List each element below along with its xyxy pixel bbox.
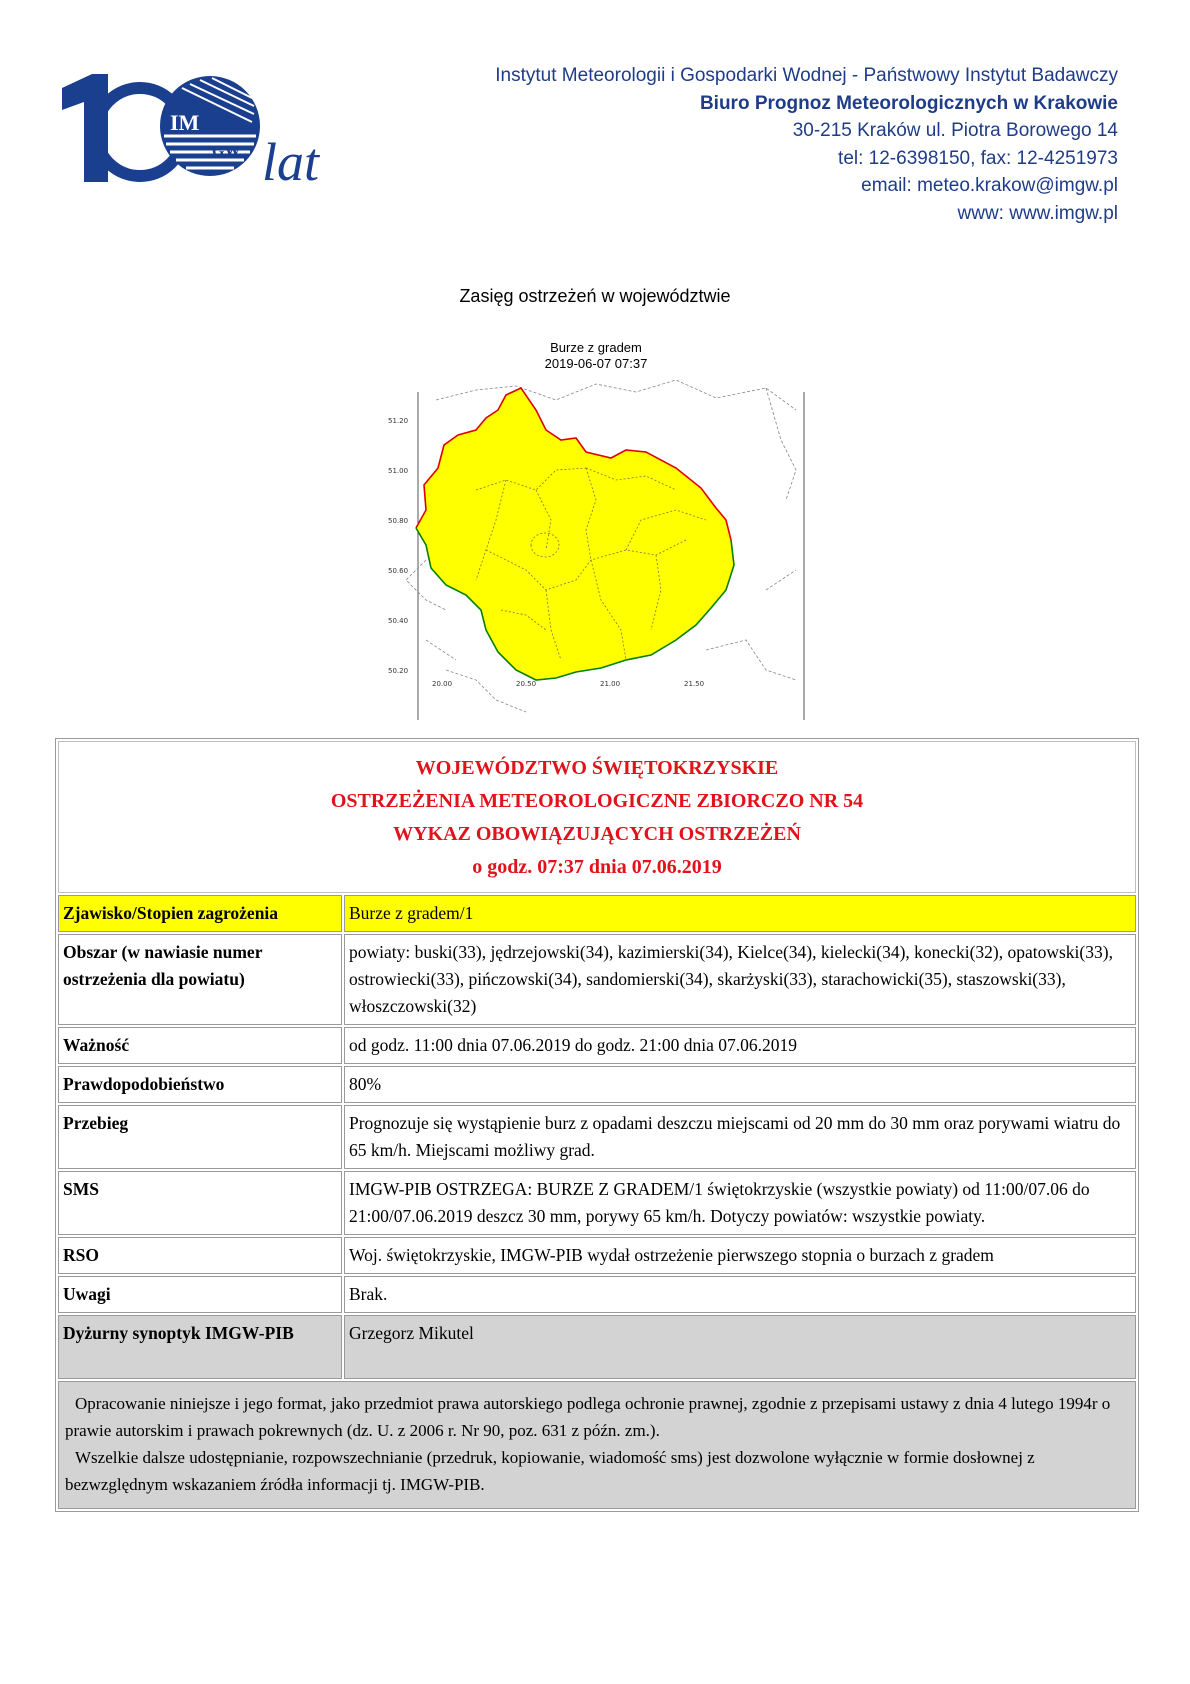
warning-map: [386, 340, 806, 720]
row-course: [58, 1105, 1136, 1169]
warning-title-region: WOJEWÓDZTWO ŚWIĘTOKRZYSKIE: [415, 757, 779, 779]
row-value: Woj. świętokrzyskie, IMGW-PIB wydał ostrzeżenie pierwszego stopnia o burzach z gradem: [344, 1237, 1136, 1274]
imgw-100-lat-logo: [62, 74, 362, 194]
map-svg: [386, 340, 806, 720]
office-email[interactable]: email: meteo.krakow@imgw.pl: [861, 175, 1118, 196]
map-phenomenon: Burze z gradem: [550, 340, 642, 355]
row-validity: [58, 1027, 1136, 1064]
row-value: Burze z gradem/1: [344, 895, 1136, 932]
office-phone: tel: 12-6398150, fax: 12-4251973: [838, 147, 1118, 169]
copyright-footer: [58, 1381, 1136, 1509]
warning-title-time: o godz. 07:37 dnia 07.06.2019: [472, 856, 722, 878]
row-label: Ważność: [58, 1027, 342, 1064]
lat-tick-labels: [388, 417, 408, 675]
lat-tick: 50.40: [388, 617, 409, 625]
redistribution-text: Wszelkie dalsze udostępnianie, rozpowszechnianie (przedruk, kopiowanie, wiadomość sms) jest dozwolone wyłącznie w formie dosłownej z bezwzględnym wskazaniem źródła informacji tj. IMGW-PIB.: [65, 1448, 1035, 1494]
lat-tick: 50.60: [388, 567, 409, 575]
row-value: Brak.: [344, 1276, 1136, 1313]
warning-table: [55, 738, 1139, 1512]
institute-header: [495, 62, 1118, 227]
institute-name: Instytut Meteorologii i Gospodarki Wodnej - Państwowy Instytut Badawczy: [495, 65, 1118, 86]
row-notes: [58, 1276, 1136, 1313]
warning-title-list: WYKAZ OBOWIĄZUJĄCYCH OSTRZEŻEŃ: [393, 823, 801, 845]
logo-lat: lat: [262, 132, 320, 192]
row-probability: [58, 1066, 1136, 1103]
row-value: od godz. 11:00 dnia 07.06.2019 do godz. 21:00 dnia 07.06.2019: [344, 1027, 1136, 1064]
logo-emblem-gw: GW: [212, 143, 241, 160]
lat-tick: 50.20: [388, 667, 409, 675]
row-label: RSO: [58, 1237, 342, 1274]
office-name: Biuro Prognoz Meteorologicznych w Krakowie: [699, 92, 1118, 114]
row-label: Przebieg: [58, 1105, 342, 1169]
map-heading: Zasięg ostrzeżeń w województwie: [459, 286, 731, 306]
row-label: Prawdopodobieństwo: [58, 1066, 342, 1103]
lon-tick: 21.00: [600, 680, 621, 688]
row-label: Dyżurny synoptyk IMGW-PIB: [58, 1315, 342, 1379]
row-value: Prognozuje się wystąpienie burz z opadami deszczu miejscami od 20 mm do 30 mm oraz porywami wiatru do 65 km/h. Miejscami możliwy grad.: [344, 1105, 1136, 1169]
row-value: powiaty: buski(33), jędrzejowski(34), kazimierski(34), Kielce(34), kielecki(34), konecki(32), opatowski(33), ostrowiecki(33), pińczowski(34), sandomierski(34), skarżyski(33), starachowicki(35), staszowski(33), włoszczowski(32): [344, 934, 1136, 1025]
lon-tick: 21.50: [684, 680, 705, 688]
row-label: Uwagi: [58, 1276, 342, 1313]
swietokrzyskie-area: [416, 388, 734, 680]
row-area: [58, 934, 1136, 1025]
logo-emblem-im: IM: [170, 110, 200, 135]
lat-tick: 50.80: [388, 517, 409, 525]
row-label: SMS: [58, 1171, 342, 1235]
row-label: Obszar (w nawiasie numer ostrzeżenia dla powiatu): [58, 934, 342, 1025]
row-sms: [58, 1171, 1136, 1235]
lon-tick: 20.00: [432, 680, 453, 688]
warning-heading: [58, 741, 1136, 893]
row-value: 80%: [344, 1066, 1136, 1103]
office-www[interactable]: www: www.imgw.pl: [957, 202, 1118, 224]
row-label: Zjawisko/Stopien zagrożenia: [58, 895, 342, 932]
row-value: IMGW-PIB OSTRZEGA: BURZE Z GRADEM/1 świętokrzyskie (wszystkie powiaty) od 11:00/07.06 do 21:00/07.06.2019 deszcz 30 mm, porywy 65 km/h. Dotyczy powiatów: wszystkie powiaty.: [344, 1171, 1136, 1235]
office-address: 30-215 Kraków ul. Piotra Borowego 14: [792, 120, 1118, 141]
lat-tick: 51.20: [388, 417, 409, 425]
row-forecaster: [58, 1315, 1136, 1379]
row-phenomenon: [58, 895, 1136, 932]
lon-tick: 20.50: [516, 680, 537, 688]
row-rso: [58, 1237, 1136, 1274]
row-value: Grzegorz Mikutel: [344, 1315, 1136, 1379]
map-timestamp: 2019-06-07 07:37: [544, 356, 648, 371]
imgw-logo: [62, 74, 362, 194]
copyright-text: Opracowanie niniejsze i jego format, jako przedmiot prawa autorskiego podlega ochronie prawnej, zgodnie z przepisami ustawy z dnia 4 lutego 1994r o prawie autorskim i prawach pokrewnych (dz. U. z 2006 r. Nr 90, poz. 631 z późn. zm.).: [65, 1394, 1111, 1440]
lon-tick-labels: [432, 680, 704, 688]
lat-tick: 51.00: [388, 467, 409, 475]
warning-title-number: OSTRZEŻENIA METEOROLOGICZNE ZBIORCZO NR 54: [330, 790, 864, 812]
